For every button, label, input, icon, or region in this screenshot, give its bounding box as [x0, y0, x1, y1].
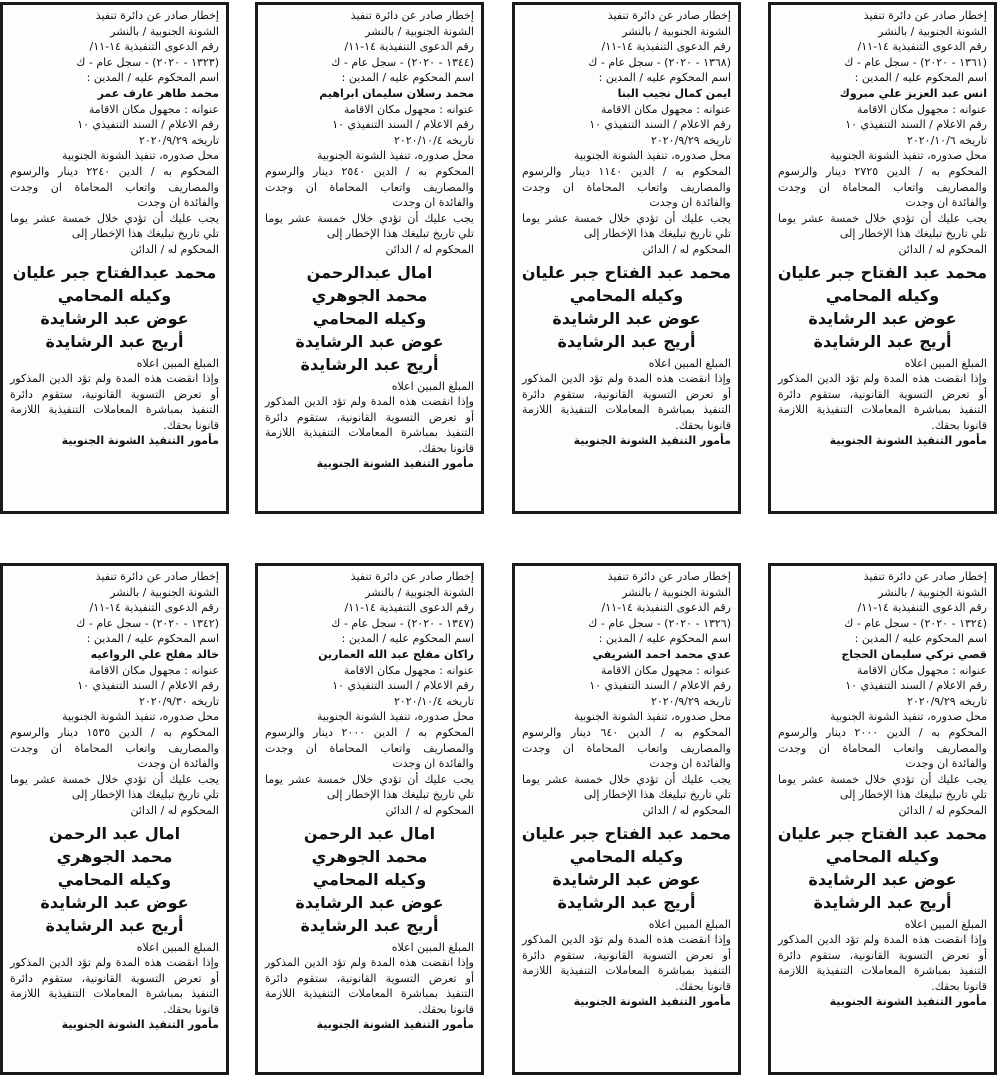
amount-label: المبلغ المبين اعلاه: [391, 940, 474, 954]
judgment-amount: المحكوم به / الدين ٢٥٤٠ دينار والرسوم والمصاريف واتعاب المحاماة ان وجدت والفائدة ان وجدت: [265, 164, 474, 210]
debtor-name: محمد طاهر عارف عمر: [97, 86, 219, 100]
debtor-address: عنوانه : مجهول مكان الاقامة: [88, 663, 219, 677]
creditor-label: المحكوم له / الدائن: [898, 803, 987, 817]
payment-duty: يجب عليك أن تؤدي خلال خمسة عشر يوما تلي تاريخ تبليغك هذا الإخطار إلى: [522, 211, 731, 241]
creditor-label: المحكوم له / الدائن: [898, 242, 987, 256]
creditor-name: وكيله المحامي: [57, 869, 172, 889]
amount-label: المبلغ المبين اعلاه: [136, 356, 219, 370]
warning-text: وإذا انقضت هذه المدة ولم تؤد الدين المذكور أو تعرض التسوية القانونية، ستقوم دائرة التنفيذ بمباشرة المعاملات التنفيذية اللازمة قانونا بحقك.: [522, 372, 731, 432]
signature-footer: مأمور التنفيذ الشونة الجنوبية: [316, 457, 474, 471]
notice-number: رقم الاعلام / السند التنفيذي ١٠: [332, 118, 474, 132]
judgment-amount: المحكوم به / الدين ١١٤٠ دينار والرسوم والمصاريف واتعاب المحاماة ان وجدت والفائدة ان وجدت: [522, 164, 731, 210]
judgment-amount: المحكوم به / الدين ٢٢٤٠ دينار والرسوم والمصاريف واتعاب المحاماة ان وجدت والفائدة ان وجدت: [10, 164, 219, 210]
debtor-address: عنوانه : مجهول مكان الاقامة: [600, 102, 731, 116]
case-number: (١٣٤٤ - ٢٠٢٠) - سجل عام - ك: [331, 55, 474, 69]
creditor-name: محمد عبد الفتاح جبر عليان: [777, 262, 987, 282]
payment-duty: يجب عليك أن تؤدي خلال خمسة عشر يوما تلي تاريخ تبليغك هذا الإخطار إلى: [522, 772, 731, 802]
issuer: محل صدوره، تنفيذ الشونة الجنوبية: [573, 149, 731, 163]
notice-box: [512, 563, 741, 1075]
debtor-label: اسم المحكوم عليه / المدين :: [854, 632, 987, 646]
notice-header: إخطار صادر عن دائرة تنفيذ: [350, 9, 474, 22]
creditor-name: عوض عبد الرشايدة: [552, 869, 701, 889]
notice-header-location: الشونة الجنوبية / بالنشر: [110, 24, 219, 38]
creditor-name: محمد عبد الفتاح جبر عليان: [521, 262, 731, 282]
case-number: (١٣٢٣ - ٢٠٢٠) - سجل عام - ك: [76, 55, 219, 69]
creditor-name: عوض عبد الرشايدة: [295, 892, 444, 912]
amount-label: المبلغ المبين اعلاه: [136, 940, 219, 954]
judgment-amount: المحكوم به / الدين ٢٧٢٥ دينار والرسوم والمصاريف واتعاب المحاماة ان وجدت والفائدة ان وجدت: [778, 164, 987, 210]
creditor-name: أريج عبد الرشايدة: [813, 892, 952, 912]
notice-date: تاريخه ٢٠٢٠/١٠/٤: [393, 133, 474, 147]
case-label: رقم الدعوى التنفيذية ١٤-١١/: [89, 40, 219, 54]
payment-duty: يجب عليك أن تؤدي خلال خمسة عشر يوما تلي تاريخ تبليغك هذا الإخطار إلى: [265, 211, 474, 241]
warning-text: وإذا انقضت هذه المدة ولم تؤد الدين المذكور أو تعرض التسوية القانونية، ستقوم دائرة التنفيذ بمباشرة المعاملات التنفيذية اللازمة قانونا بحقك.: [265, 395, 474, 455]
issuer: محل صدوره، تنفيذ الشونة الجنوبية: [61, 710, 219, 724]
debtor-label: اسم المحكوم عليه / المدين :: [86, 71, 219, 85]
creditor-name: أريج عبد الرشايدة: [300, 354, 439, 374]
payment-duty: يجب عليك أن تؤدي خلال خمسة عشر يوما تلي تاريخ تبليغك هذا الإخطار إلى: [10, 772, 219, 802]
creditor-label: المحكوم له / الدائن: [642, 803, 731, 817]
debtor-name: انس عبد العزيز علي مبروك: [839, 86, 987, 100]
notice-number: رقم الاعلام / السند التنفيذي ١٠: [77, 679, 219, 693]
signature-footer: مأمور التنفيذ الشونة الجنوبية: [61, 1018, 219, 1032]
creditor-label: المحكوم له / الدائن: [385, 803, 474, 817]
notice-header: إخطار صادر عن دائرة تنفيذ: [607, 9, 731, 22]
issuer: محل صدوره، تنفيذ الشونة الجنوبية: [829, 149, 987, 163]
notice-number: رقم الاعلام / السند التنفيذي ١٠: [845, 679, 987, 693]
case-label: رقم الدعوى التنفيذية ١٤-١١/: [601, 40, 731, 54]
notice-header-location: الشونة الجنوبية / بالنشر: [110, 585, 219, 599]
case-label: رقم الدعوى التنفيذية ١٤-١١/: [857, 40, 987, 54]
amount-label: المبلغ المبين اعلاه: [648, 356, 731, 370]
creditor-label: المحكوم له / الدائن: [642, 242, 731, 256]
notice-box: [255, 563, 484, 1075]
notice-header-location: الشونة الجنوبية / بالنشر: [365, 585, 474, 599]
notice-box: [0, 2, 229, 514]
case-number: (١٣٢٤ - ٢٠٢٠) - سجل عام - ك: [844, 616, 987, 630]
debtor-label: اسم المحكوم عليه / المدين :: [854, 71, 987, 85]
debtor-label: اسم المحكوم عليه / المدين :: [598, 71, 731, 85]
signature-footer: مأمور التنفيذ الشونة الجنوبية: [61, 434, 219, 448]
debtor-address: عنوانه : مجهول مكان الاقامة: [343, 102, 474, 116]
case-number: (١٣٢٦ - ٢٠٢٠) - سجل عام - ك: [588, 616, 731, 630]
creditor-name: عوض عبد الرشايدة: [808, 869, 957, 889]
case-number: (١٣٤٧ - ٢٠٢٠) - سجل عام - ك: [331, 616, 474, 630]
notice-date: تاريخه ٢٠٢٠/١٠/٦: [906, 133, 987, 147]
judgment-amount: المحكوم به / الدين ٢٠٠٠ دينار والرسوم والمصاريف واتعاب المحاماة ان وجدت والفائدة ان وجدت: [265, 725, 474, 771]
creditor-name: امال عبدالرحمن: [306, 262, 433, 282]
debtor-label: اسم المحكوم عليه / المدين :: [341, 71, 474, 85]
creditor-name: أريج عبد الرشايدة: [300, 915, 439, 935]
signature-footer: مأمور التنفيذ الشونة الجنوبية: [829, 995, 987, 1009]
creditor-name: امال عبد الرحمن: [48, 823, 181, 843]
notice-box: [512, 2, 741, 514]
amount-label: المبلغ المبين اعلاه: [904, 356, 987, 370]
issuer: محل صدوره، تنفيذ الشونة الجنوبية: [829, 710, 987, 724]
notice-number: رقم الاعلام / السند التنفيذي ١٠: [845, 118, 987, 132]
debtor-address: عنوانه : مجهول مكان الاقامة: [88, 102, 219, 116]
amount-label: المبلغ المبين اعلاه: [648, 917, 731, 931]
notice-date: تاريخه ٢٠٢٠/٩/٣٠: [138, 694, 219, 708]
warning-text: وإذا انقضت هذه المدة ولم تؤد الدين المذكور أو تعرض التسوية القانونية، ستقوم دائرة التنفيذ بمباشرة المعاملات التنفيذية اللازمة قانونا بحقك.: [522, 933, 731, 993]
creditor-name: عوض عبد الرشايدة: [552, 308, 701, 328]
case-label: رقم الدعوى التنفيذية ١٤-١١/: [344, 601, 474, 615]
debtor-name: محمد رسلان سليمان ابراهيم: [319, 86, 474, 100]
case-label: رقم الدعوى التنفيذية ١٤-١١/: [601, 601, 731, 615]
creditor-name: محمد الجوهري: [311, 846, 428, 866]
notice-box: [768, 2, 997, 514]
creditor-name: امال عبد الرحمن: [303, 823, 436, 843]
issuer: محل صدوره، تنفيذ الشونة الجنوبية: [316, 149, 474, 163]
creditor-name: محمد الجوهري: [56, 846, 173, 866]
debtor-label: اسم المحكوم عليه / المدين :: [598, 632, 731, 646]
creditor-name: محمد عبد الفتاح جبر عليان: [777, 823, 987, 843]
judgment-amount: المحكوم به / الدين ٢٠٠٠ دينار والرسوم والمصاريف واتعاب المحاماة ان وجدت والفائدة ان وجدت: [778, 725, 987, 771]
creditor-name: أريج عبد الرشايدة: [557, 331, 696, 351]
issuer: محل صدوره، تنفيذ الشونة الجنوبية: [573, 710, 731, 724]
notice-date: تاريخه ٢٠٢٠/٩/٢٩: [650, 133, 731, 147]
notice-header-location: الشونة الجنوبية / بالنشر: [365, 24, 474, 38]
creditor-name: أريج عبد الرشايدة: [45, 331, 184, 351]
debtor-address: عنوانه : مجهول مكان الاقامة: [600, 663, 731, 677]
notice-box: [255, 2, 484, 514]
debtor-label: اسم المحكوم عليه / المدين :: [86, 632, 219, 646]
amount-label: المبلغ المبين اعلاه: [904, 917, 987, 931]
signature-footer: مأمور التنفيذ الشونة الجنوبية: [316, 1018, 474, 1032]
creditor-name: عوض عبد الرشايدة: [40, 308, 189, 328]
notice-date: تاريخه ٢٠٢٠/٩/٢٩: [906, 694, 987, 708]
warning-text: وإذا انقضت هذه المدة ولم تؤد الدين المذكور أو تعرض التسوية القانونية، ستقوم دائرة التنفيذ بمباشرة المعاملات التنفيذية اللازمة قانونا بحقك.: [10, 956, 219, 1016]
case-label: رقم الدعوى التنفيذية ١٤-١١/: [857, 601, 987, 615]
debtor-address: عنوانه : مجهول مكان الاقامة: [343, 663, 474, 677]
notice-header-location: الشونة الجنوبية / بالنشر: [622, 585, 731, 599]
notice-number: رقم الاعلام / السند التنفيذي ١٠: [589, 679, 731, 693]
creditor-name: أريج عبد الرشايدة: [45, 915, 184, 935]
debtor-name: عدي محمد احمد الشريفي: [592, 647, 731, 661]
creditor-name: محمد عبدالفتاح جبر عليان: [12, 262, 217, 282]
notice-header: إخطار صادر عن دائرة تنفيذ: [863, 570, 987, 583]
debtor-address: عنوانه : مجهول مكان الاقامة: [856, 663, 987, 677]
notice-header: إخطار صادر عن دائرة تنفيذ: [95, 9, 219, 22]
signature-footer: مأمور التنفيذ الشونة الجنوبية: [573, 434, 731, 448]
case-label: رقم الدعوى التنفيذية ١٤-١١/: [344, 40, 474, 54]
judgment-amount: المحكوم به / الدين ٦٤٠ دينار والرسوم والمصاريف واتعاب المحاماة ان وجدت والفائدة ان وجدت: [522, 725, 731, 771]
debtor-address: عنوانه : مجهول مكان الاقامة: [856, 102, 987, 116]
issuer: محل صدوره، تنفيذ الشونة الجنوبية: [316, 710, 474, 724]
creditor-name: محمد الجوهري: [311, 285, 428, 305]
creditor-name: وكيله المحامي: [57, 285, 172, 305]
notice-header-location: الشونة الجنوبية / بالنشر: [878, 585, 987, 599]
creditor-name: وكيله المحامي: [825, 846, 940, 866]
creditor-name: وكيله المحامي: [569, 846, 684, 866]
creditor-name: عوض عبد الرشايدة: [295, 331, 444, 351]
payment-duty: يجب عليك أن تؤدي خلال خمسة عشر يوما تلي تاريخ تبليغك هذا الإخطار إلى: [10, 211, 219, 241]
creditor-label: المحكوم له / الدائن: [130, 242, 219, 256]
debtor-name: ايمن كمال نجيب البنا: [617, 86, 731, 100]
debtor-name: قصي تركي سليمان الحجاج: [841, 647, 987, 661]
creditor-name: وكيله المحامي: [312, 869, 427, 889]
creditor-name: وكيله المحامي: [569, 285, 684, 305]
case-number: (١٣٤٢ - ٢٠٢٠) - سجل عام - ك: [76, 616, 219, 630]
debtor-label: اسم المحكوم عليه / المدين :: [341, 632, 474, 646]
notice-date: تاريخه ٢٠٢٠/١٠/٤: [393, 694, 474, 708]
notice-box: [768, 563, 997, 1075]
amount-label: المبلغ المبين اعلاه: [391, 379, 474, 393]
judgment-amount: المحكوم به / الدين ١٥٣٥ دينار والرسوم والمصاريف واتعاب المحاماة ان وجدت والفائدة ان وجدت: [10, 725, 219, 771]
notice-date: تاريخه ٢٠٢٠/٩/٢٩: [650, 694, 731, 708]
notice-box: [0, 563, 229, 1075]
creditor-name: وكيله المحامي: [312, 308, 427, 328]
payment-duty: يجب عليك أن تؤدي خلال خمسة عشر يوما تلي تاريخ تبليغك هذا الإخطار إلى: [778, 211, 987, 241]
payment-duty: يجب عليك أن تؤدي خلال خمسة عشر يوما تلي تاريخ تبليغك هذا الإخطار إلى: [778, 772, 987, 802]
notice-header: إخطار صادر عن دائرة تنفيذ: [95, 570, 219, 583]
signature-footer: مأمور التنفيذ الشونة الجنوبية: [829, 434, 987, 448]
creditor-name: أريج عبد الرشايدة: [557, 892, 696, 912]
case-number: (١٣٦٨ - ٢٠٢٠) - سجل عام - ك: [588, 55, 731, 69]
creditor-name: محمد عبد الفتاح جبر عليان: [521, 823, 731, 843]
issuer: محل صدوره، تنفيذ الشونة الجنوبية: [61, 149, 219, 163]
warning-text: وإذا انقضت هذه المدة ولم تؤد الدين المذكور أو تعرض التسوية القانونية، ستقوم دائرة التنفيذ بمباشرة المعاملات التنفيذية اللازمة قانونا بحقك.: [778, 933, 987, 993]
creditor-name: أريج عبد الرشايدة: [813, 331, 952, 351]
case-number: (١٣٦١ - ٢٠٢٠) - سجل عام - ك: [844, 55, 987, 69]
notice-header: إخطار صادر عن دائرة تنفيذ: [350, 570, 474, 583]
notice-header: إخطار صادر عن دائرة تنفيذ: [607, 570, 731, 583]
creditor-name: عوض عبد الرشايدة: [40, 892, 189, 912]
notice-date: تاريخه ٢٠٢٠/٩/٢٩: [138, 133, 219, 147]
creditor-name: وكيله المحامي: [825, 285, 940, 305]
debtor-name: راكان مفلح عبد الله العمارين: [318, 647, 474, 661]
creditor-name: عوض عبد الرشايدة: [808, 308, 957, 328]
signature-footer: مأمور التنفيذ الشونة الجنوبية: [573, 995, 731, 1009]
notice-header-location: الشونة الجنوبية / بالنشر: [622, 24, 731, 38]
payment-duty: يجب عليك أن تؤدي خلال خمسة عشر يوما تلي تاريخ تبليغك هذا الإخطار إلى: [265, 772, 474, 802]
notice-header-location: الشونة الجنوبية / بالنشر: [878, 24, 987, 38]
creditor-label: المحكوم له / الدائن: [385, 242, 474, 256]
notice-number: رقم الاعلام / السند التنفيذي ١٠: [589, 118, 731, 132]
creditor-label: المحكوم له / الدائن: [130, 803, 219, 817]
notice-number: رقم الاعلام / السند التنفيذي ١٠: [77, 118, 219, 132]
warning-text: وإذا انقضت هذه المدة ولم تؤد الدين المذكور أو تعرض التسوية القانونية، ستقوم دائرة التنفيذ بمباشرة المعاملات التنفيذية اللازمة قانونا بحقك.: [778, 372, 987, 432]
case-label: رقم الدعوى التنفيذية ١٤-١١/: [89, 601, 219, 615]
warning-text: وإذا انقضت هذه المدة ولم تؤد الدين المذكور أو تعرض التسوية القانونية، ستقوم دائرة التنفيذ بمباشرة المعاملات التنفيذية اللازمة قانونا بحقك.: [10, 372, 219, 432]
warning-text: وإذا انقضت هذه المدة ولم تؤد الدين المذكور أو تعرض التسوية القانونية، ستقوم دائرة التنفيذ بمباشرة المعاملات التنفيذية اللازمة قانونا بحقك.: [265, 956, 474, 1016]
notice-number: رقم الاعلام / السند التنفيذي ١٠: [332, 679, 474, 693]
notice-header: إخطار صادر عن دائرة تنفيذ: [863, 9, 987, 22]
debtor-name: خالد مفلح علي الرواعيه: [90, 647, 219, 661]
